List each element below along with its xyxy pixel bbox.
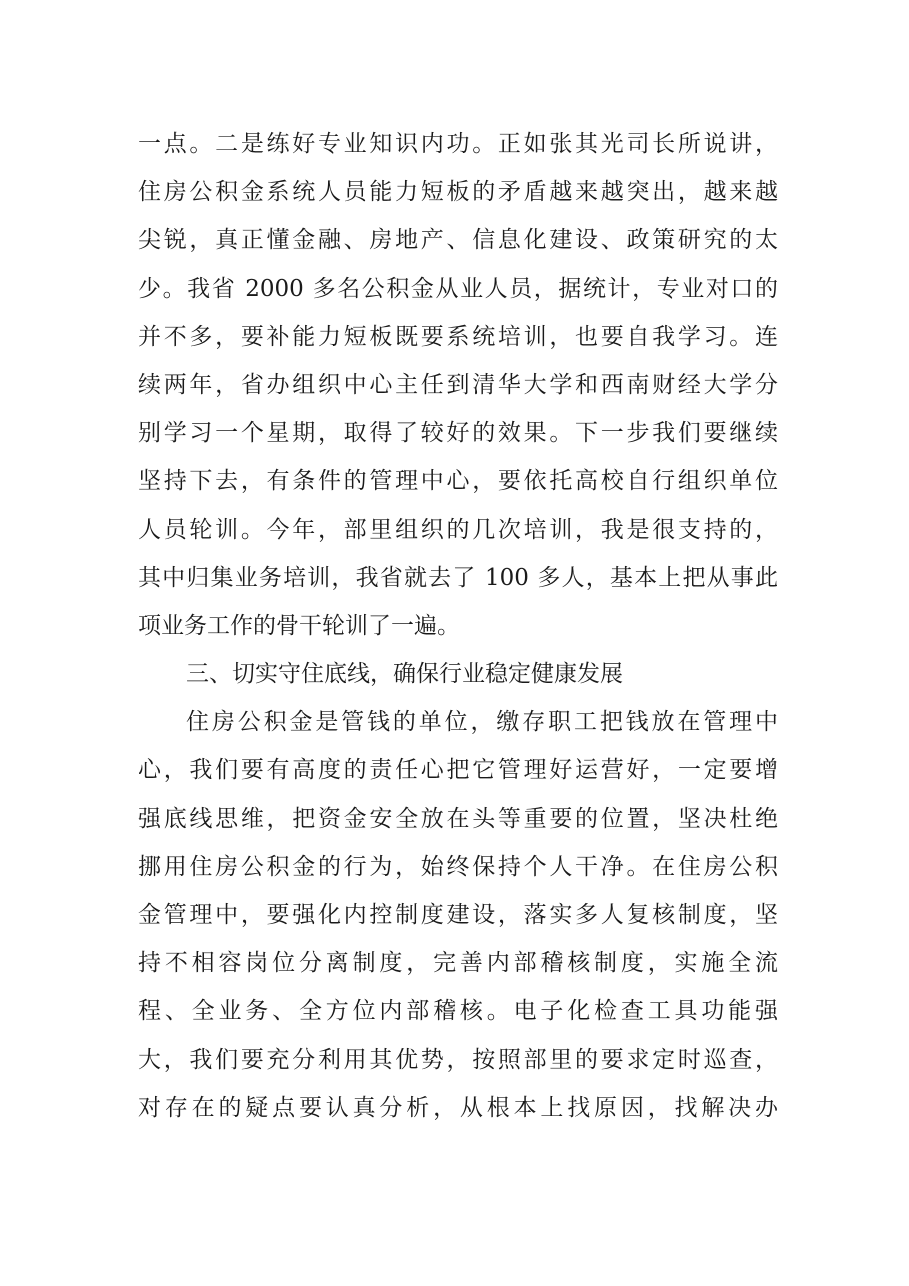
text-line: 大，我们要充分利用其优势，按照部里的要求定时巡查， xyxy=(138,1046,778,1073)
text-line: 续两年，省办组织中心主任到清华大学和西南财经大学分 xyxy=(138,371,778,398)
text-line: 一点。二是练好专业知识内功。正如张其光司长所说讲， xyxy=(138,131,778,157)
text-line: 强底线思维，把资金安全放在头等重要的位置，坚决杜绝 xyxy=(138,805,778,832)
text-line: 并不多，要补能力短板既要系统培训，也要自我学习。连 xyxy=(138,323,778,350)
text-line: 住房公积金是管钱的单位，缴存职工把钱放在管理中 xyxy=(186,709,778,736)
text-line: 别学习一个星期，取得了较好的效果。下一步我们要继续 xyxy=(138,420,778,447)
text-line: 金管理中，要强化内控制度建设，落实多人复核制度，坚 xyxy=(138,902,778,928)
text-line: 挪用住房公积金的行为，始终保持个人干净。在住房公积 xyxy=(138,853,778,880)
text-line: 项业务工作的骨干轮训了一遍。 xyxy=(138,612,460,639)
body-text xyxy=(138,120,778,1132)
text-line: 其中归集业务培训，我省就去了 100 多人，基本上把从事此 xyxy=(138,564,778,591)
text-line: 人员轮训。今年，部里组织的几次培训，我是很支持的， xyxy=(138,516,778,543)
text-line: 尖锐，真正懂金融、房地产、信息化建设、政策研究的太 xyxy=(138,227,778,254)
text-line: 坚持下去，有条件的管理中心，要依托高校自行组织单位 xyxy=(138,468,778,495)
text-line: 少。我省 2000 多名公积金从业人员，据统计，专业对口的 xyxy=(138,275,778,302)
text-line: 程、全业务、全方位内部稽核。电子化检查工具功能强 xyxy=(138,998,778,1025)
text-line: 心，我们要有高度的责任心把它管理好运营好，一定要增 xyxy=(138,757,778,784)
section-heading: 三、切实守住底线，确保行业稳定健康发展 xyxy=(186,661,623,688)
text-line: 对存在的疑点要认真分析，从根本上找原因，找解决办 xyxy=(138,1094,778,1121)
text-line: 持不相容岗位分离制度，完善内部稽核制度，实施全流 xyxy=(138,950,778,977)
text-line: 住房公积金系统人员能力短板的矛盾越来越突出，越来越 xyxy=(138,179,778,206)
